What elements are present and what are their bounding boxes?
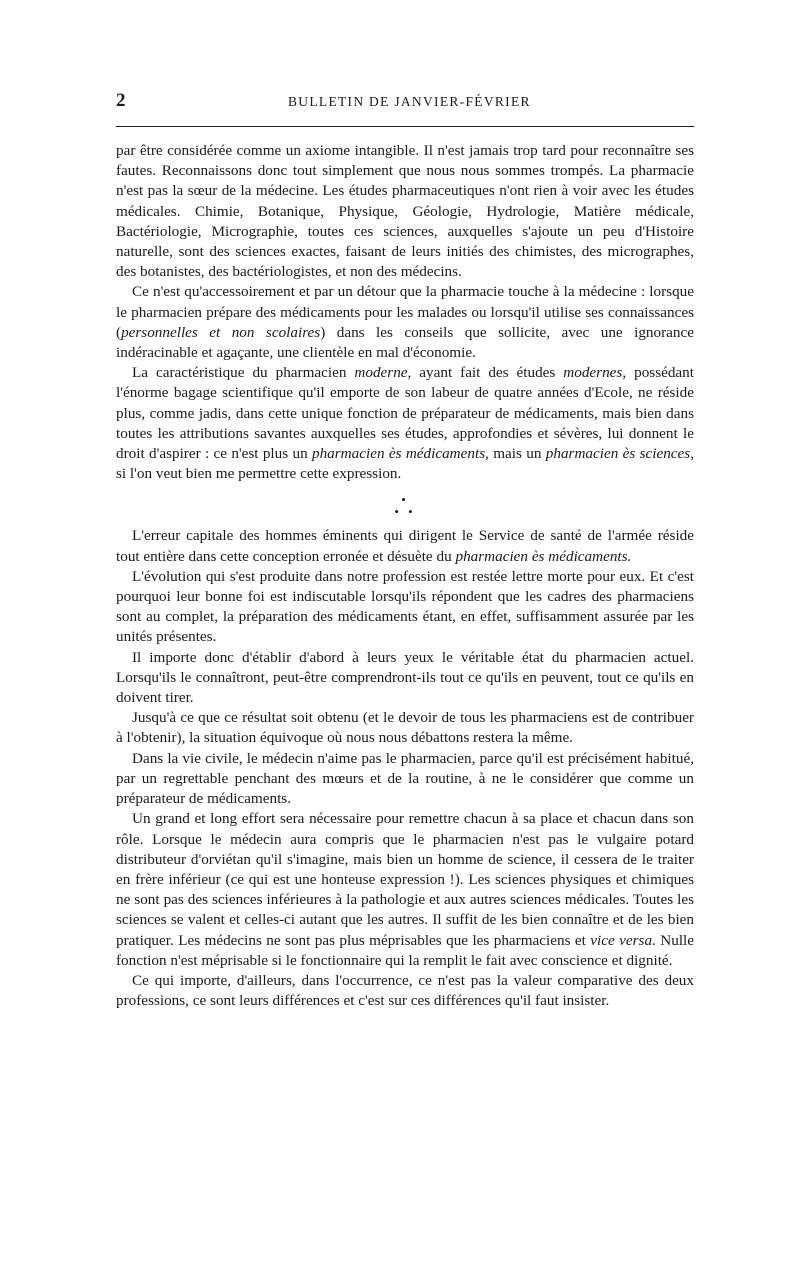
paragraph-1: par être considérée comme un axiome intangible. Il n'est jamais trop tard pour reconnaître ses fautes. Reconnaissons donc tout simplement que nous nous sommes trompés. La pharmacie n'est pas la sœur de la médecine. Les études pharmaceutiques n'ont rien à voir avec les études médicales. Chimie, Botanique, Physique, Géologie, Hydrologie, Matière médicale, Bactériologie, Micrographie, toutes ces sciences, auxquelles s'ajoute un peu d'Histoire naturelle, sont des sciences exactes, faisant de leurs initiés des chimistes, des micrographes, des botanistes, des bactériologistes, et non des médecins. bbox=[116, 142, 694, 281]
paragraph-4: L'erreur capitale des hommes éminents qui dirigent le Service de santé de l'armée réside tout entière dans cette conception erronée et désuète du pharmacien ès médicaments. bbox=[116, 527, 694, 565]
page-header bbox=[116, 88, 694, 116]
paragraph-8: Dans la vie civile, le médecin n'aime pas le pharmacien, parce qu'il est précisément habitué, par un regrettable penchant des mœurs et de la routine, à ne le considérer que comme un préparateur de médicaments. bbox=[116, 749, 694, 808]
paragraph-10: Ce qui importe, d'ailleurs, dans l'occurrence, ce n'est pas la valeur comparative des deux professions, ce sont leurs différences et c'est sur ces différences qu'il faut insister. bbox=[116, 971, 694, 1010]
paragraph-9: Un grand et long effort sera nécessaire pour remettre chacun à sa place et chacun dans son rôle. Lorsque le médecin aura compris que le pharmacien n'est pas le vulgaire potard distributeur d'orviétan qu'il s'imagine, mais bien un homme de science, il cessera de le traiter en frère inférieur (ce qui est une honteuse expression !). Les sciences physiques et chimiques ne sont pas des sciences inférieures à la pathologie et aux autres sciences médicales. Toutes les sciences se valent et celles-ci autant que les autres. Il suffit de les bien connaître et de les bien pratiquer. Les médecins ne sont pas plus méprisables que les pharmaciens et vice versa. Nulle fonction n'est méprisable si le fonctionnaire qui la remplit le fait avec conscience et dignité. bbox=[116, 810, 694, 969]
paragraph-2: Ce n'est qu'accessoirement et par un détour que la pharmacie touche à la médecine : lorsque le pharmacien prépare des médicaments pour les malades ou lorsqu'il utilise ses connaissances (personnelles et non scolaires) dans les conseils que sollicite, avec une ignorance indéracinable et agaçante, une clientèle en mal d'économie. bbox=[116, 283, 694, 362]
paragraph-3: La caractéristique du pharmacien moderne, ayant fait des études modernes, possédant l'énorme bagage scientifique qu'il emporte de son labeur de quatre années d'Ecole, ne réside plus, comme jadis, dans cette unique fonction de préparateur de médicaments, mais bien dans toutes les attributions savantes auxquelles ses études, approfondies et sévères, lui donnent le droit d'aspirer : ce n'est plus un pharmacien ès médicaments, mais un pharmacien ès sciences, si l'on veut bien me permettre cette expression. bbox=[116, 364, 694, 483]
paragraph-5: L'évolution qui s'est produite dans notre profession est restée lettre morte pour eux. Et c'est pourquoi leur bonne foi est indiscutable lorsqu'ils répondent que les cadres des pharmaciens sont au complet, la préparation des médicaments étant, en effet, suffisamment assurée par les unités présentes. bbox=[116, 567, 694, 646]
section-separator: • • • bbox=[394, 492, 416, 520]
running-title: BULLETIN DE JANVIER-FÉVRIER bbox=[288, 94, 531, 109]
paragraph-6: Il importe donc d'établir d'abord à leurs yeux le véritable état du pharmacien actuel. Lorsqu'ils le connaîtront, peut-être comprendront-ils tout ce qu'ils en peuvent, tout ce qu'ils en doivent tirer. bbox=[116, 648, 694, 707]
body-text bbox=[116, 141, 694, 1011]
page-number: 2 bbox=[116, 90, 127, 111]
document-page bbox=[116, 88, 694, 1011]
header-rule bbox=[116, 126, 694, 127]
paragraph-7: Jusqu'à ce que ce résultat soit obtenu (et le devoir de tous les pharmaciens est de contribuer à l'obtenir), la situation équivoque où nous nous débattons restera la même. bbox=[116, 709, 694, 747]
